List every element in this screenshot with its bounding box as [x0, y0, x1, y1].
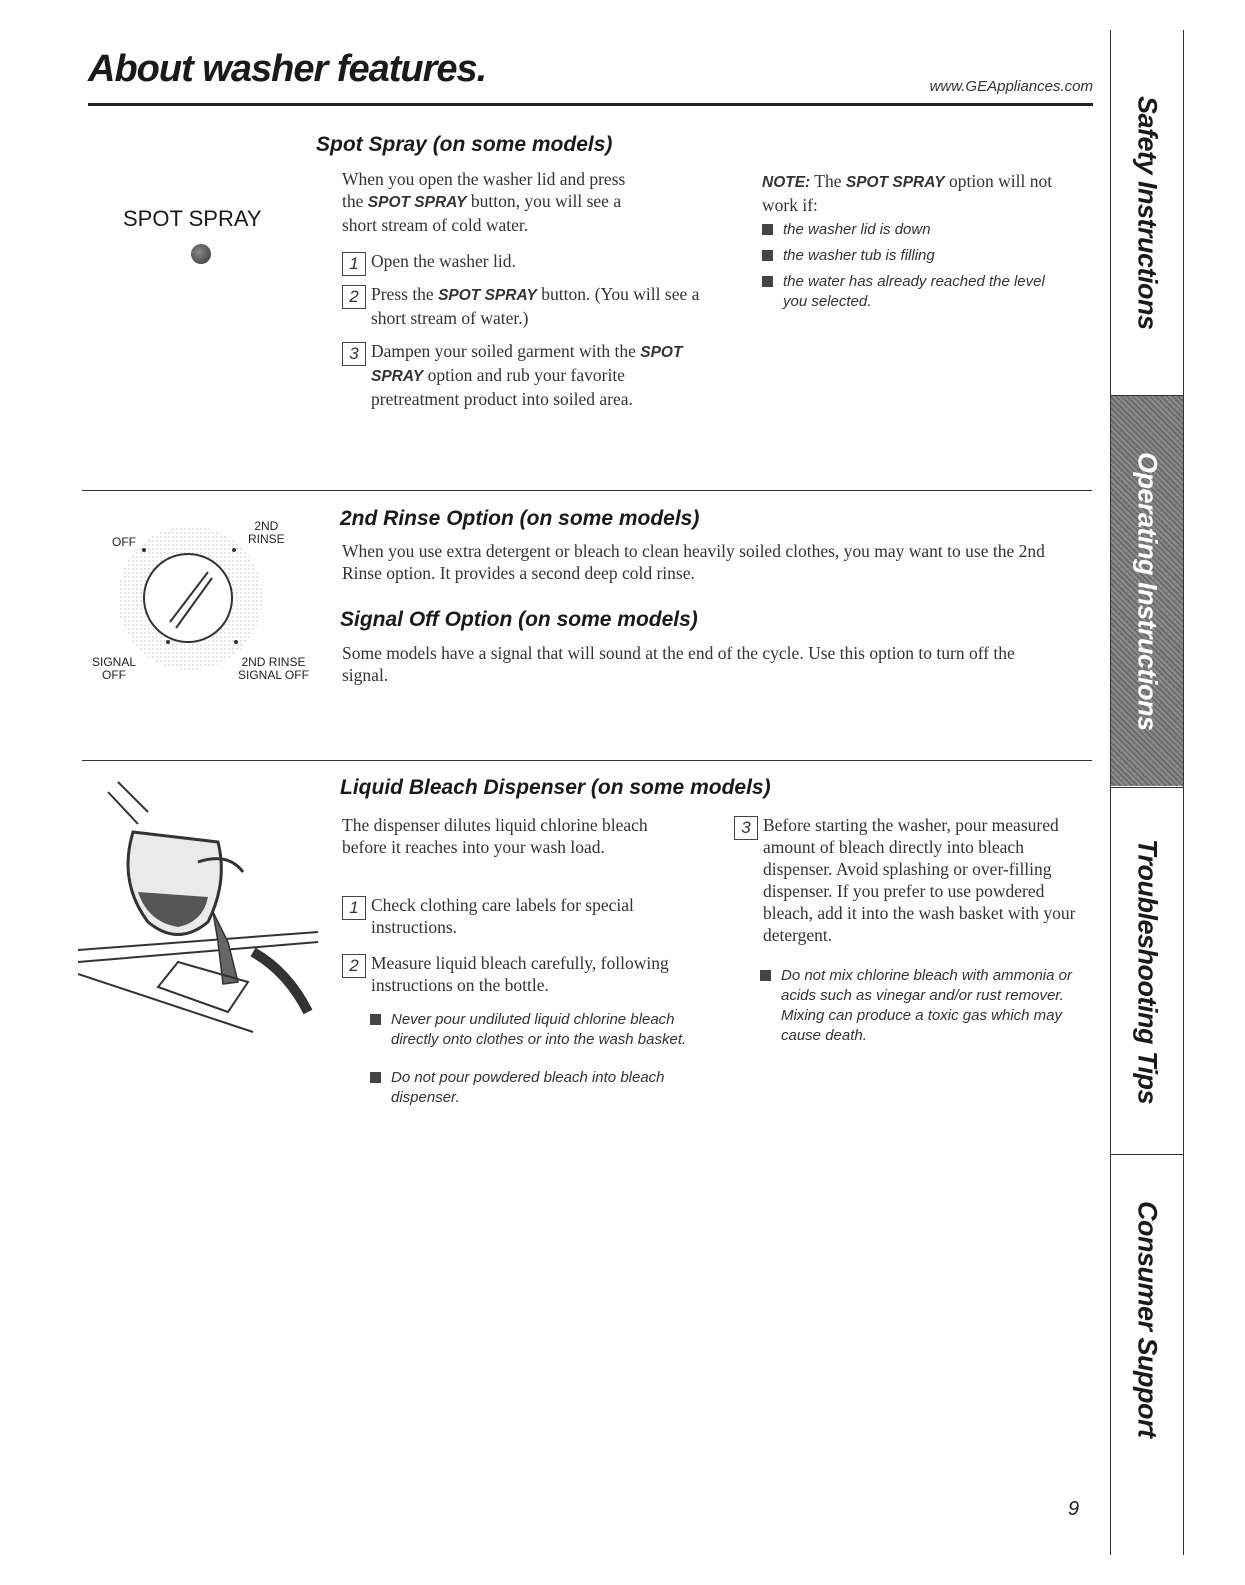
bullet-icon — [370, 1072, 381, 1083]
list-item: Do not mix chlorine bleach with ammonia or acids such as vinegar and/or rust remover. Mixing can produce a toxic gas which may cause death. — [760, 966, 1080, 1046]
step-number: 2 — [342, 954, 366, 978]
step-text: Dampen your soiled garment with the SPOT SPRAY option and rub your favorite pretreatment product into soiled area. — [371, 341, 683, 409]
page-title: About washer features. — [88, 48, 487, 90]
spot-spray-button-icon — [191, 244, 211, 264]
page-number: 9 — [1068, 1498, 1080, 1520]
step-text: Before starting the washer, pour measured amount of bleach directly into bleach dispenser. Avoid splashing or over-filling dispenser. If you prefer to use powdered bleach, add it into the wash basket with your detergent. — [763, 815, 1076, 945]
dial-label-signal-off: SIGNAL OFF — [92, 655, 137, 682]
dial-label-off: OFF — [112, 535, 136, 549]
step-text: Press the SPOT SPRAY button. (You will see a short stream of water.) — [371, 284, 700, 328]
bleach-caution-list-right — [760, 966, 1080, 1046]
tab-consumer-support[interactable] — [1111, 1154, 1183, 1484]
bullet-icon — [762, 276, 773, 287]
tab-operating-instructions[interactable] — [1111, 396, 1183, 786]
bleach-step-2 — [342, 952, 702, 996]
list-item: Do not pour powdered bleach into bleach dispenser. — [370, 1068, 690, 1108]
spot-spray-intro-line3: short stream of cold water. — [342, 215, 529, 235]
tab-safety-instructions[interactable] — [1111, 30, 1183, 396]
step-text: Measure liquid bleach carefully, following instructions on the bottle. — [371, 953, 669, 995]
dial-label-2nd-rinse: 2ND RINSE — [248, 519, 285, 546]
spot-spray-note: NOTE: The SPOT SPRAY option will not work if: — [762, 171, 1053, 215]
list-item: the washer tub is filling — [762, 246, 1082, 266]
spot-spray-heading: Spot Spray (on some models) — [316, 133, 613, 156]
spot-spray-note-list — [762, 220, 1082, 312]
bleach-pitcher-graphic — [78, 772, 328, 1042]
spot-spray-step-1 — [342, 250, 702, 276]
bullet-icon — [370, 1014, 381, 1025]
spot-spray-step-3 — [342, 340, 702, 410]
side-tab-bar — [1110, 30, 1184, 1555]
step-number: 1 — [342, 252, 366, 276]
bleach-step-1 — [342, 894, 702, 938]
bleach-caution-list-left — [370, 1010, 690, 1108]
bleach-pouring-illustration — [78, 772, 328, 1047]
website-url[interactable]: www.GEAppliances.com — [929, 78, 1093, 95]
signal-off-heading: Signal Off Option (on some models) — [340, 608, 698, 631]
list-item: Never pour undiluted liquid chlorine bleach directly onto clothes or into the wash basket. — [370, 1010, 690, 1050]
spot-spray-intro-line2: the SPOT SPRAY button, you will see a — [342, 191, 622, 211]
step-number: 2 — [342, 285, 366, 309]
tab-label: Troubleshooting Tips — [1132, 838, 1163, 1104]
tab-troubleshooting-tips[interactable] — [1111, 787, 1183, 1155]
signal-off-text: Some models have a signal that will sound at the end of the cycle. Use this option to turn off the signal. — [342, 643, 1015, 685]
list-item: the washer lid is down — [762, 220, 1082, 240]
spot-spray-label: SPOT SPRAY — [123, 206, 262, 231]
bleach-step-3 — [734, 814, 1084, 946]
tab-label: Consumer Support — [1132, 1200, 1163, 1438]
spot-spray-step-2 — [342, 283, 702, 329]
section-divider — [82, 760, 1092, 761]
bleach-heading: Liquid Bleach Dispenser (on some models) — [340, 776, 771, 799]
bleach-intro: The dispenser dilutes liquid chlorine bleach before it reaches into your wash load. — [342, 815, 648, 857]
spot-spray-intro — [342, 168, 712, 236]
step-number: 1 — [342, 896, 366, 920]
dial-label-2nd-rinse-signal-off: 2ND RINSE SIGNAL OFF — [238, 655, 309, 682]
step-number: 3 — [342, 342, 366, 366]
option-dial — [92, 519, 320, 690]
step-number: 3 — [734, 816, 758, 840]
bullet-icon — [760, 970, 771, 981]
header-rule — [88, 103, 1093, 106]
tab-label: Operating Instructions — [1132, 451, 1163, 731]
second-rinse-heading: 2nd Rinse Option (on some models) — [340, 507, 700, 530]
bullet-icon — [762, 250, 773, 261]
second-rinse-text: When you use extra detergent or bleach to clean heavily soiled clothes, you may want to use the 2nd Rinse option. It provides a second deep cold rinse. — [342, 541, 1045, 583]
step-text: Check clothing care labels for special instructions. — [371, 895, 634, 937]
step-text: Open the washer lid. — [371, 251, 516, 271]
section-divider — [82, 490, 1092, 491]
spot-spray-intro-line1: When you open the washer lid and press — [342, 169, 626, 189]
tab-label: Safety Instructions — [1132, 95, 1163, 330]
bullet-icon — [762, 224, 773, 235]
list-item: the water has already reached the level you selected. — [762, 272, 1062, 312]
